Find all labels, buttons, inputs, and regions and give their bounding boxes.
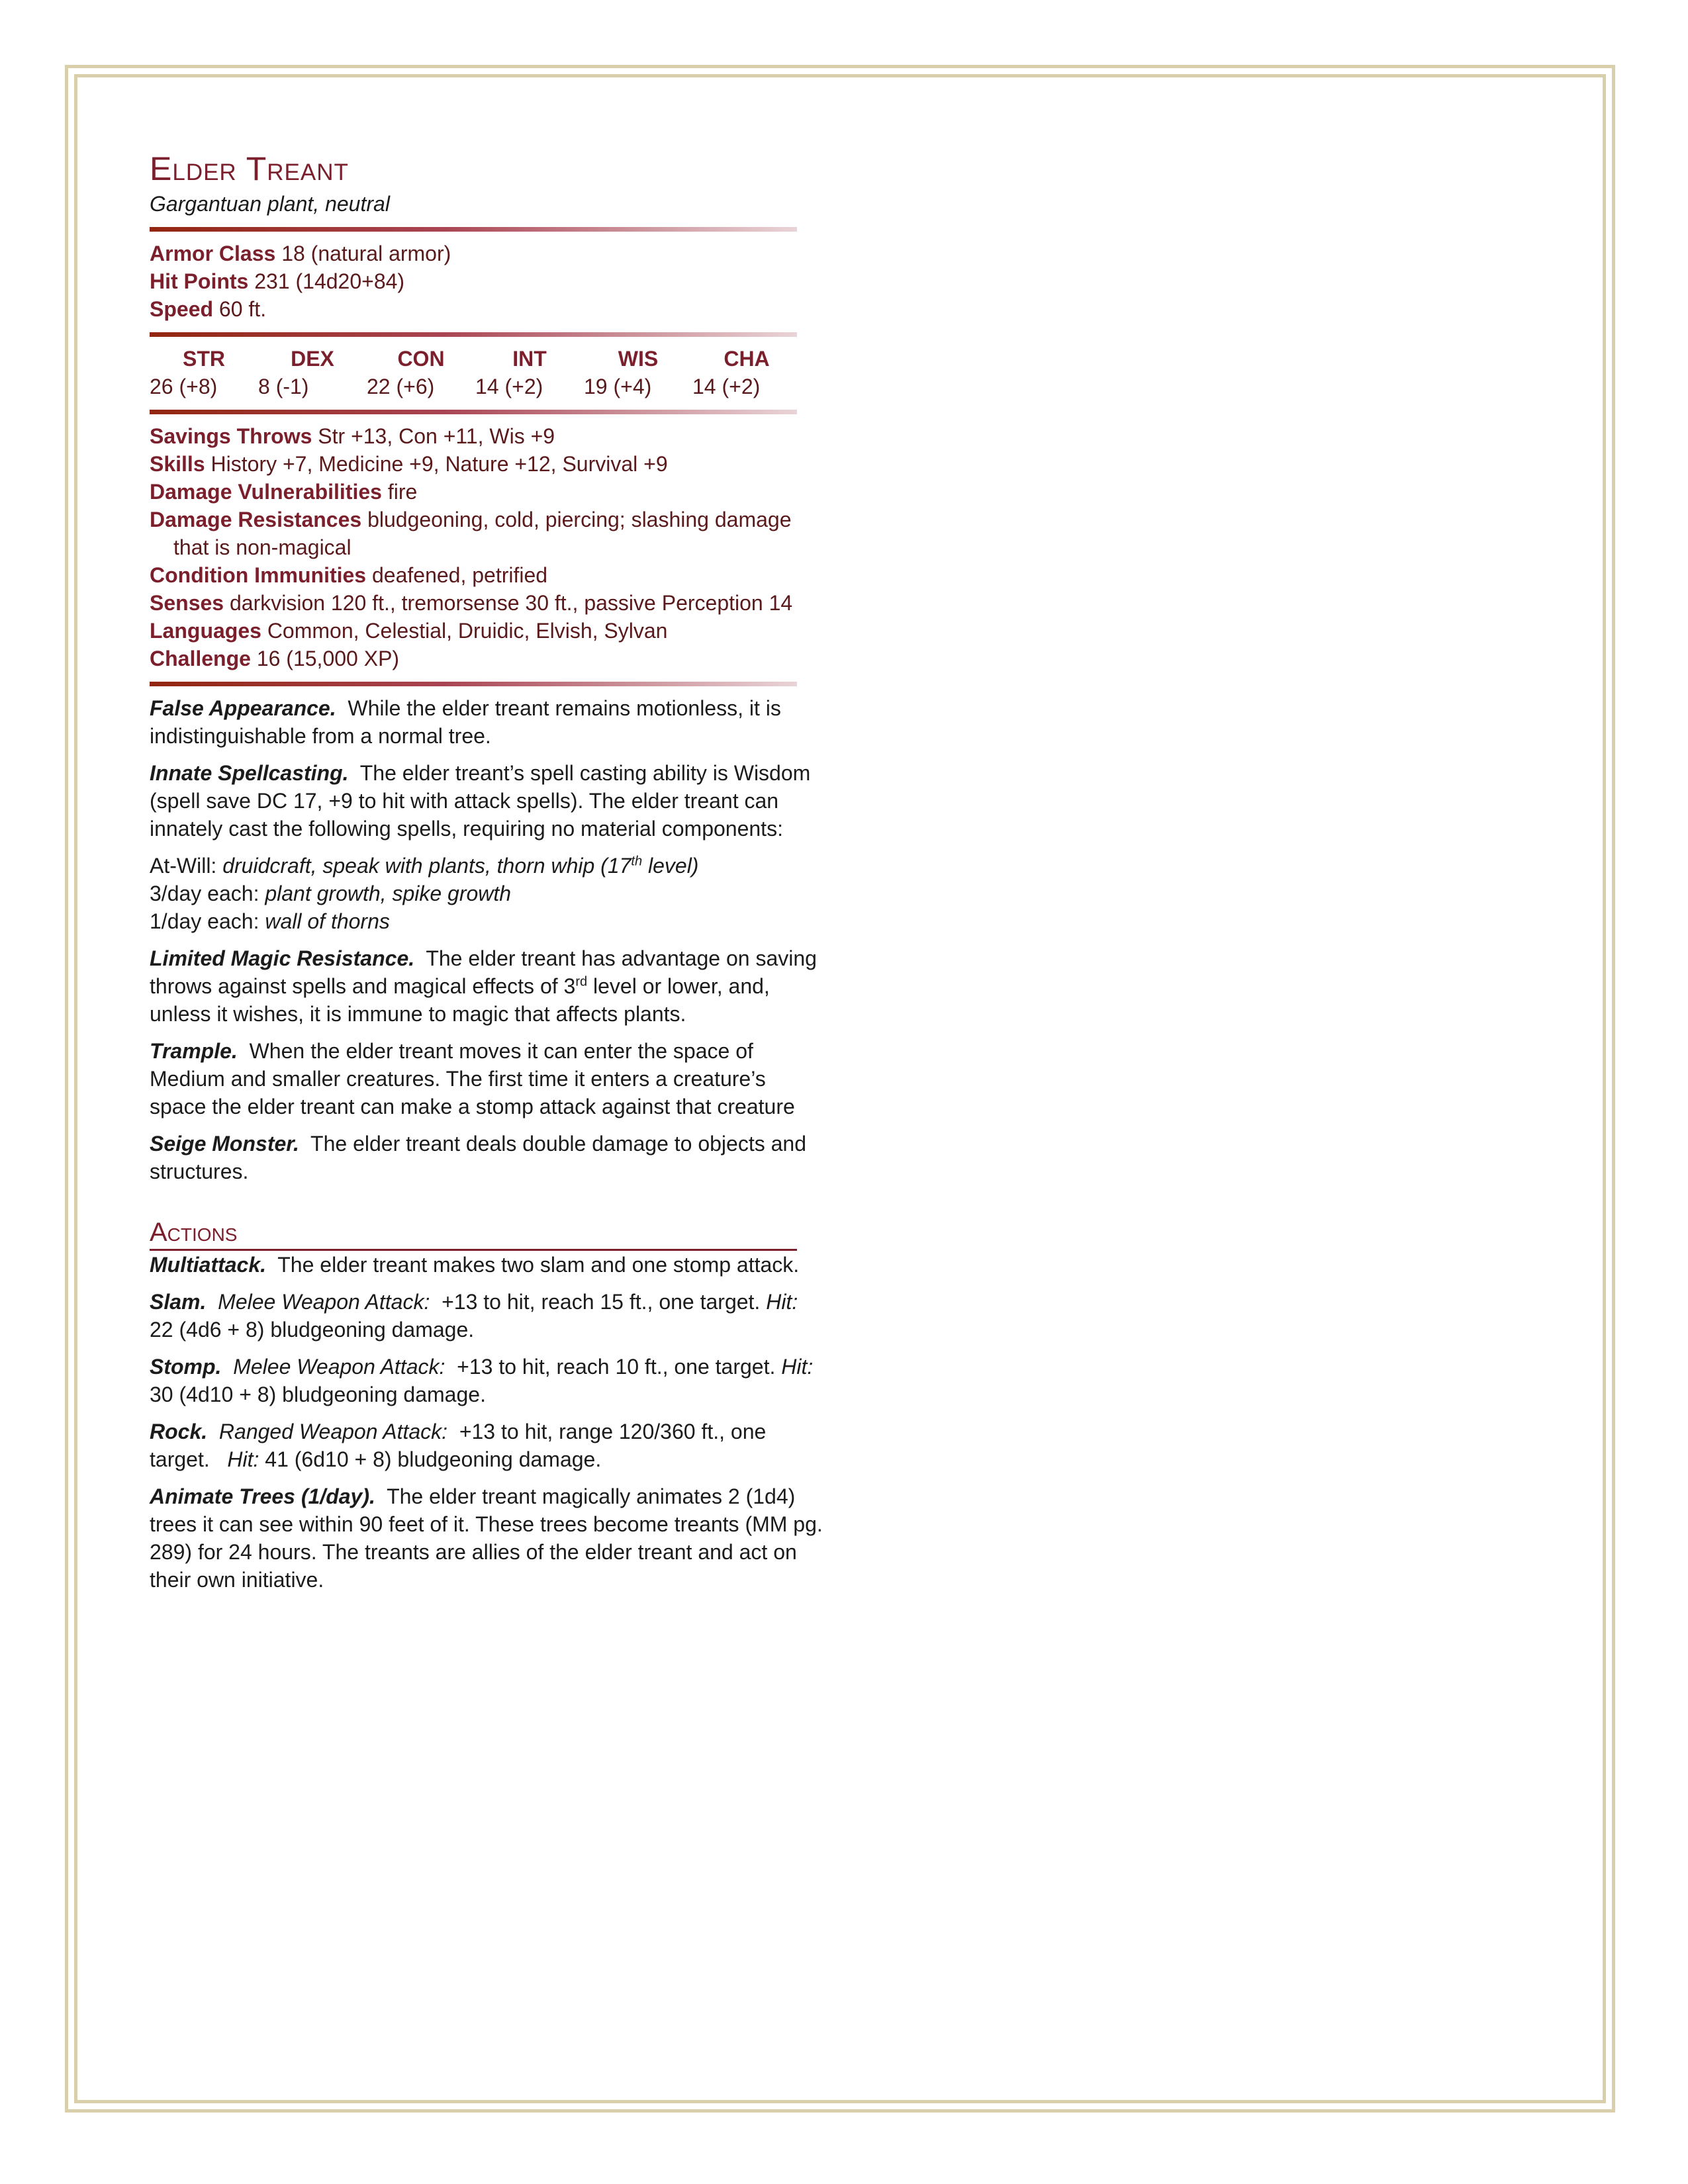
languages bbox=[150, 617, 825, 645]
action-rock bbox=[150, 1418, 825, 1473]
trait-name: False Appearance. bbox=[150, 696, 336, 720]
divider bbox=[150, 332, 797, 337]
spell-list-at-will bbox=[150, 852, 825, 880]
ability-name: STR bbox=[183, 347, 225, 371]
ability-score: 26 (+8) bbox=[150, 375, 218, 398]
trait-name: Seige Monster. bbox=[150, 1132, 299, 1156]
ability-name: CON bbox=[397, 347, 445, 371]
hit-points-value: 231 (14d20+84) bbox=[254, 269, 405, 293]
damage-resistances bbox=[150, 506, 825, 533]
armor-class-label: Armor Class bbox=[150, 242, 276, 265]
detail-value: History +7, Medicine +9, Nature +12, Survival +9 bbox=[211, 452, 668, 476]
damage-resistances-continued: that is non-magical bbox=[173, 535, 352, 559]
action-text: The elder treant magically animates 2 (1d4) trees it can see within 90 feet of it. These trees become treants (MM pg. 289) for 24 hours. The treants are allies of the elder treant and act on their own initiative. bbox=[150, 1484, 823, 1592]
detail-label: Languages bbox=[150, 619, 261, 643]
ability-name: WIS bbox=[618, 347, 659, 371]
hit-points-label: Hit Points bbox=[150, 269, 249, 293]
divider bbox=[150, 227, 797, 232]
action-animate-trees bbox=[150, 1482, 825, 1594]
detail-label: Skills bbox=[150, 452, 205, 476]
trait-limited-magic-resistance bbox=[150, 944, 825, 1028]
attack-type: Ranged Weapon Attack: bbox=[218, 1420, 448, 1443]
ability-name: INT bbox=[512, 347, 547, 371]
trait-name: Innate Spellcasting. bbox=[150, 761, 349, 785]
ability-score: 8 (-1) bbox=[258, 375, 309, 398]
condition-immunities bbox=[150, 561, 825, 589]
ability-name: CHA bbox=[724, 347, 770, 371]
hit-text: 41 (6d10 + 8) bludgeoning damage. bbox=[265, 1447, 602, 1471]
trait-trample bbox=[150, 1037, 825, 1120]
ability-name: DEX bbox=[291, 347, 334, 371]
action-stomp bbox=[150, 1353, 825, 1408]
detail-value: Common, Celestial, Druidic, Elvish, Sylvan bbox=[267, 619, 668, 643]
divider bbox=[150, 410, 797, 414]
armor-class bbox=[150, 240, 825, 267]
detail-value: 16 (15,000 XP) bbox=[256, 647, 400, 670]
spell-level-tail: level) bbox=[642, 854, 699, 878]
trait-siege-monster bbox=[150, 1130, 825, 1185]
ability-score: 22 (+6) bbox=[367, 375, 435, 398]
hit-text: 22 (4d6 + 8) bludgeoning damage. bbox=[150, 1318, 475, 1342]
trait-false-appearance bbox=[150, 694, 825, 750]
creature-name: Elder Treant bbox=[150, 150, 349, 187]
action-name: Stomp. bbox=[150, 1355, 222, 1379]
hit-text: 30 (4d10 + 8) bludgeoning damage. bbox=[150, 1383, 486, 1406]
attack-text: +13 to hit, reach 10 ft., one target. bbox=[457, 1355, 776, 1379]
speed-value: 60 ft. bbox=[218, 297, 267, 321]
detail-label: Condition Immunities bbox=[150, 563, 367, 587]
action-slam bbox=[150, 1288, 825, 1343]
trait-text-continued: level or lower, and, unless it wishes, it is immune to magic that affects plants. bbox=[150, 974, 770, 1026]
creature-meta: Gargantuan plant, neutral bbox=[150, 192, 390, 216]
detail-label: Senses bbox=[150, 591, 224, 615]
ability-score: 14 (+2) bbox=[475, 375, 543, 398]
hit-points bbox=[150, 267, 825, 295]
ability-score: 14 (+2) bbox=[692, 375, 761, 398]
attack-type: Melee Weapon Attack: bbox=[233, 1355, 445, 1379]
ordinal-suffix: th bbox=[631, 854, 643, 869]
detail-label: Damage Resistances bbox=[150, 508, 362, 531]
trait-text: The elder treant has advantage on saving throws against spells and magical effects of 3 bbox=[150, 946, 817, 998]
detail-label: Challenge bbox=[150, 647, 251, 670]
ability-score: 19 (+4) bbox=[584, 375, 652, 398]
spell-list-1-day bbox=[150, 907, 825, 935]
detail-value: deafened, petrified bbox=[371, 563, 548, 587]
hit-label: Hit: bbox=[227, 1447, 259, 1471]
action-name: Animate Trees (1/day). bbox=[150, 1484, 375, 1508]
hit-label: Hit: bbox=[766, 1290, 798, 1314]
challenge bbox=[150, 645, 825, 672]
armor-class-value: 18 (natural armor) bbox=[281, 242, 451, 265]
spell-frequency: At-Will: bbox=[150, 854, 223, 878]
spell-frequency: 1/day each: bbox=[150, 909, 265, 933]
skills bbox=[150, 450, 825, 478]
action-multiattack bbox=[150, 1251, 825, 1279]
trait-innate-spellcasting bbox=[150, 759, 825, 842]
spell-names: druidcraft, speak with plants, thorn whip (17 bbox=[222, 854, 632, 878]
spell-frequency: 3/day each: bbox=[150, 882, 265, 905]
attack-type: Melee Weapon Attack: bbox=[218, 1290, 430, 1314]
trait-name: Limited Magic Resistance. bbox=[150, 946, 415, 970]
stat-block bbox=[150, 149, 825, 1603]
ability-scores bbox=[150, 345, 801, 400]
hit-label: Hit: bbox=[781, 1355, 814, 1379]
saving-throws bbox=[150, 422, 825, 450]
trait-text: The elder treant deals double damage to objects and structures. bbox=[150, 1132, 806, 1183]
detail-label: Savings Throws bbox=[150, 424, 312, 448]
trait-text: While the elder treant remains motionless, it is indistinguishable from a normal tree. bbox=[150, 696, 781, 748]
action-name: Rock. bbox=[150, 1420, 208, 1443]
ordinal-suffix: rd bbox=[575, 974, 588, 989]
detail-value: Str +13, Con +11, Wis +9 bbox=[318, 424, 555, 448]
speed bbox=[150, 295, 825, 323]
speed-label: Speed bbox=[150, 297, 214, 321]
actions-heading: Actions bbox=[150, 1216, 797, 1251]
detail-value: bludgeoning, cold, piercing; slashing damage bbox=[367, 508, 792, 531]
action-name: Slam. bbox=[150, 1290, 207, 1314]
trait-text: The elder treant’s spell casting ability is Wisdom (spell save DC 17, +9 to hit with attack spells). The elder treant can innately cast the following spells, requiring no material components: bbox=[150, 761, 811, 841]
detail-value: fire bbox=[387, 480, 418, 504]
attack-text: +13 to hit, reach 15 ft., one target. bbox=[442, 1290, 761, 1314]
action-name: Multiattack. bbox=[150, 1253, 267, 1277]
spell-names: plant growth, spike growth bbox=[265, 882, 512, 905]
damage-vulnerabilities bbox=[150, 478, 825, 506]
detail-value: darkvision 120 ft., tremorsense 30 ft., passive Perception 14 bbox=[229, 591, 793, 615]
detail-label: Damage Vulnerabilities bbox=[150, 480, 382, 504]
spell-list-3-day bbox=[150, 880, 825, 907]
trait-text: When the elder treant moves it can enter the space of Medium and smaller creatures. The first time it enters a creature’s space the elder treant can make a stomp attack against that creature bbox=[150, 1039, 795, 1118]
action-text: The elder treant makes two slam and one stomp attack. bbox=[277, 1253, 800, 1277]
senses bbox=[150, 589, 825, 617]
trait-name: Trample. bbox=[150, 1039, 238, 1063]
spell-names: wall of thorns bbox=[265, 909, 390, 933]
attack-text: +13 to hit, range 120/360 ft., one target. bbox=[150, 1420, 767, 1471]
divider bbox=[150, 682, 797, 686]
